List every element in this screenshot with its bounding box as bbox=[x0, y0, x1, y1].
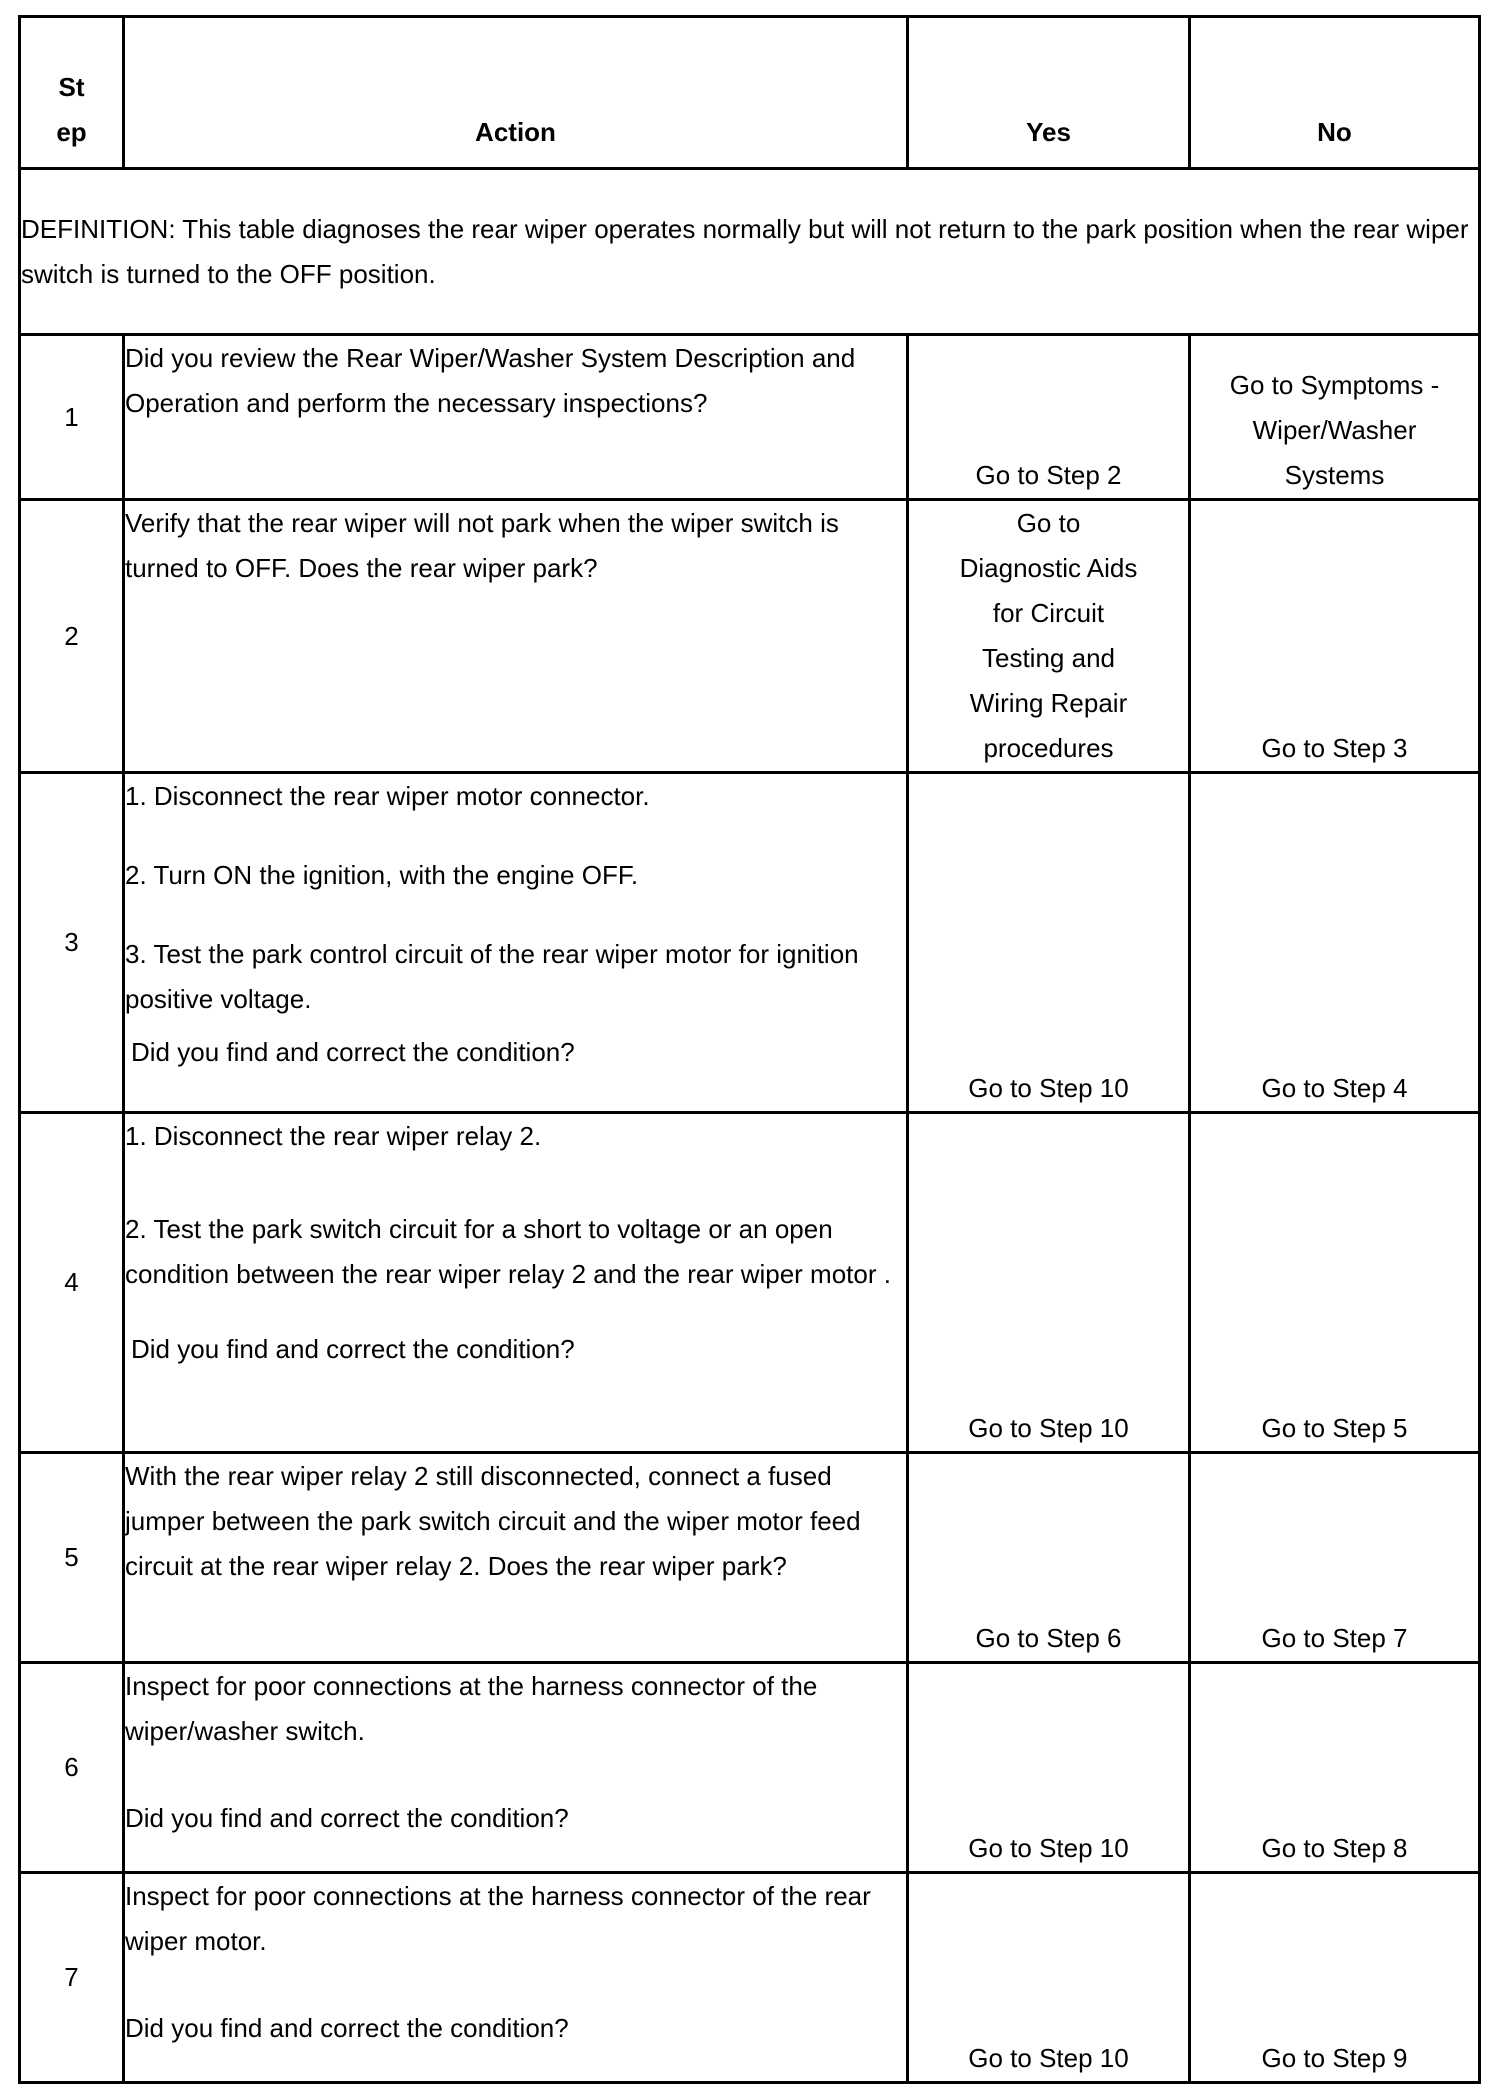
step-number: 6 bbox=[20, 1663, 124, 1873]
action-cell bbox=[124, 1663, 908, 1873]
yes-result-line: Wiring Repair bbox=[969, 688, 1128, 718]
action-item: Inspect for poor connections at the harness connector of the wiper/washer switch. bbox=[125, 1671, 818, 1746]
yes-header: Yes bbox=[908, 17, 1190, 169]
table-row bbox=[20, 1453, 1480, 1663]
no-result-line: Wiper/Washer bbox=[1252, 415, 1417, 445]
no-header: No bbox=[1190, 17, 1480, 169]
diagnostic-table bbox=[18, 15, 1481, 2084]
step-number: 2 bbox=[20, 500, 124, 773]
step-header bbox=[20, 17, 124, 169]
no-result: Go to Step 5 bbox=[1190, 1113, 1480, 1453]
yes-result-line: Go to bbox=[1016, 508, 1081, 538]
action-text: Did you review the Rear Wiper/Washer System Description and Operation and perform the necessary inspections? bbox=[124, 335, 908, 500]
yes-result: Go to Step 10 bbox=[908, 1113, 1190, 1453]
action-header: Action bbox=[124, 17, 908, 169]
action-item: Inspect for poor connections at the harness connector of the rear wiper motor. bbox=[125, 1881, 871, 1956]
yes-result: Go to Step 10 bbox=[908, 1663, 1190, 1873]
yes-result: Go to Step 10 bbox=[908, 1873, 1190, 2083]
action-item: 2. Test the park switch circuit for a short to voltage or an open condition between the rear wiper relay 2 and the rear wiper motor . bbox=[125, 1214, 891, 1289]
definition-row bbox=[20, 169, 1480, 335]
no-result: Go to Step 7 bbox=[1190, 1453, 1480, 1663]
table-row bbox=[20, 500, 1480, 773]
action-item: 1. Disconnect the rear wiper relay 2. bbox=[125, 1121, 542, 1151]
no-result-line: Systems bbox=[1284, 460, 1385, 490]
no-result bbox=[1190, 335, 1480, 500]
no-result: Go to Step 3 bbox=[1190, 500, 1480, 773]
yes-result-line: Diagnostic Aids bbox=[959, 553, 1138, 583]
action-question: Did you find and correct the condition? bbox=[125, 1803, 569, 1833]
action-question: Did you find and correct the condition? bbox=[131, 1037, 575, 1067]
step-number: 1 bbox=[20, 335, 124, 500]
action-item: 1. Disconnect the rear wiper motor connector. bbox=[125, 781, 650, 811]
step-number: 5 bbox=[20, 1453, 124, 1663]
action-item: 3. Test the park control circuit of the rear wiper motor for ignition positive voltage. bbox=[125, 939, 859, 1014]
action-text: Verify that the rear wiper will not park when the wiper switch is turned to OFF. Does the rear wiper park? bbox=[124, 500, 908, 773]
yes-result: Go to Step 2 bbox=[908, 335, 1190, 500]
no-result-line: Go to Symptoms - bbox=[1229, 370, 1440, 400]
step-header-line-2: ep bbox=[56, 117, 87, 147]
step-number: 7 bbox=[20, 1873, 124, 2083]
action-text: With the rear wiper relay 2 still disconnected, connect a fused jumper between the park switch circuit and the wiper motor feed circuit at the rear wiper relay 2. Does the rear wiper park? bbox=[124, 1453, 908, 1663]
action-cell bbox=[124, 1873, 908, 2083]
action-cell bbox=[124, 773, 908, 1113]
yes-result: Go to Step 10 bbox=[908, 773, 1190, 1113]
yes-result-line: Testing and bbox=[982, 643, 1115, 673]
action-item: 2. Turn ON the ignition, with the engine OFF. bbox=[125, 860, 639, 890]
yes-result-line: for Circuit bbox=[992, 598, 1105, 628]
step-number: 4 bbox=[20, 1113, 124, 1453]
table-row bbox=[20, 773, 1480, 1113]
yes-result: Go to Step 6 bbox=[908, 1453, 1190, 1663]
table-row bbox=[20, 1663, 1480, 1873]
table-row bbox=[20, 1113, 1480, 1453]
no-result: Go to Step 8 bbox=[1190, 1663, 1480, 1873]
yes-result-line: procedures bbox=[983, 733, 1114, 763]
action-cell bbox=[124, 1113, 908, 1453]
yes-result bbox=[908, 500, 1190, 773]
no-result: Go to Step 9 bbox=[1190, 1873, 1480, 2083]
definition-text: DEFINITION: This table diagnoses the rear wiper operates normally but will not return to the park position when the rear wiper switch is turned to the OFF position. bbox=[20, 169, 1480, 335]
header-row bbox=[20, 17, 1480, 169]
step-header-line-1: St bbox=[58, 72, 85, 102]
step-number: 3 bbox=[20, 773, 124, 1113]
table-row bbox=[20, 1873, 1480, 2083]
table-row bbox=[20, 335, 1480, 500]
no-result: Go to Step 4 bbox=[1190, 773, 1480, 1113]
action-question: Did you find and correct the condition? bbox=[125, 2013, 569, 2043]
action-question: Did you find and correct the condition? bbox=[131, 1334, 575, 1364]
